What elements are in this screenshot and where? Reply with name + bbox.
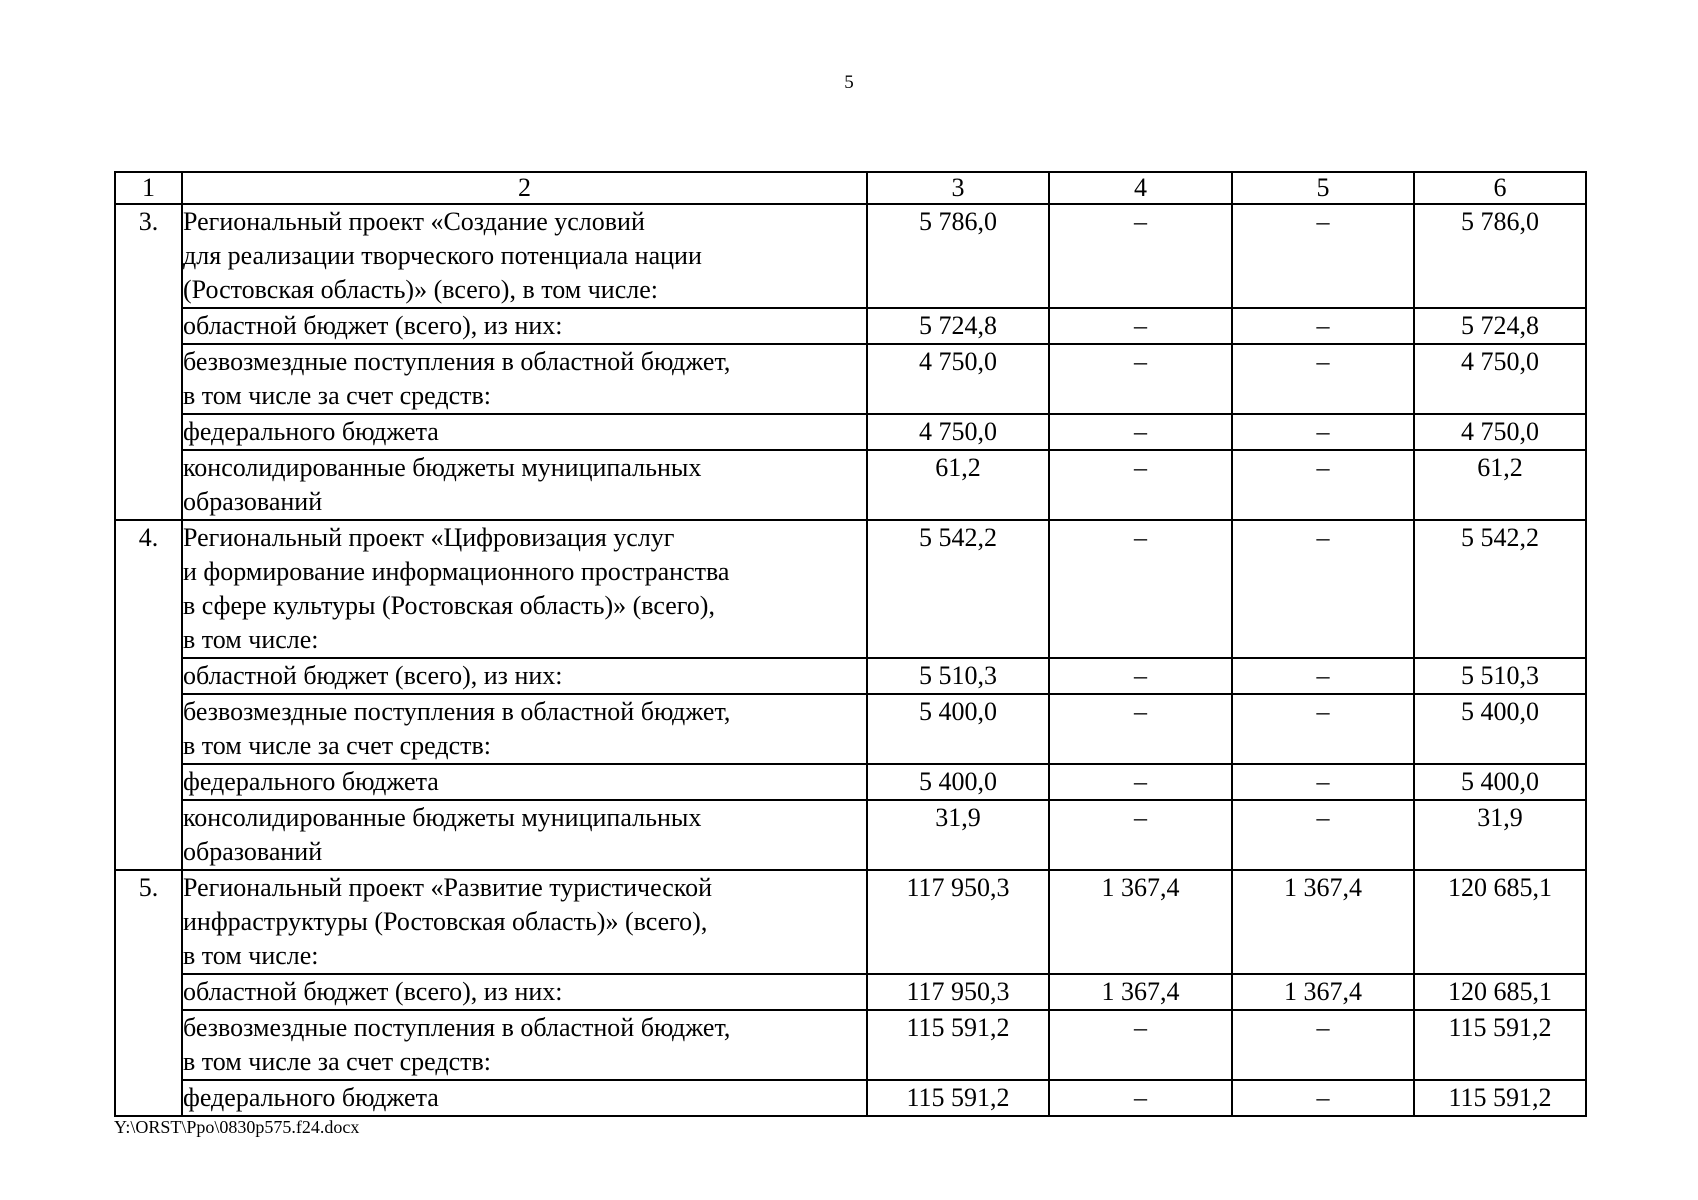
file-path: Y:\ORST\Ppo\0830p575.f24.docx <box>114 1117 360 1137</box>
table-row <box>115 870 1586 974</box>
row-description-line: Региональный проект «Развитие туристической <box>183 873 713 902</box>
row-description <box>182 1010 867 1080</box>
value-col-5: – <box>1232 344 1414 414</box>
row-description-line: (Ростовская область)» (всего), в том числе: <box>183 275 658 304</box>
row-description-line: инфраструктуры (Ростовская область)» (всего), <box>183 907 708 936</box>
row-description-line: областной бюджет (всего), из них: <box>183 311 563 340</box>
value-col-5: – <box>1232 800 1414 870</box>
row-description-line: федерального бюджета <box>183 1083 439 1112</box>
table-row <box>115 204 1586 308</box>
value-col-4: – <box>1049 450 1232 520</box>
value-col-3: 5 542,2 <box>867 520 1049 658</box>
row-description <box>182 974 867 1010</box>
row-description <box>182 308 867 344</box>
value-col-4: – <box>1049 694 1232 764</box>
row-description <box>182 204 867 308</box>
value-col-4: – <box>1049 800 1232 870</box>
row-description-line: в том числе: <box>183 941 319 970</box>
row-description <box>182 800 867 870</box>
value-col-3: 61,2 <box>867 450 1049 520</box>
value-col-6: 5 510,3 <box>1414 658 1586 694</box>
value-col-3: 4 750,0 <box>867 344 1049 414</box>
row-description-line: областной бюджет (всего), из них: <box>183 977 563 1006</box>
value-col-5: – <box>1232 694 1414 764</box>
value-col-5: – <box>1232 204 1414 308</box>
value-col-4: – <box>1049 308 1232 344</box>
value-col-6: 115 591,2 <box>1414 1010 1586 1080</box>
value-col-3: 31,9 <box>867 800 1049 870</box>
row-description <box>182 764 867 800</box>
table-row <box>115 520 1586 658</box>
row-description-line: безвозмездные поступления в областной бюджет, <box>183 1013 731 1042</box>
row-description <box>182 870 867 974</box>
table-header-row <box>115 172 1586 204</box>
row-description-line: образований <box>183 837 323 866</box>
row-description-line: и формирование информационного пространства <box>183 557 730 586</box>
table-row <box>115 1080 1586 1116</box>
row-description-line: в том числе: <box>183 625 319 654</box>
value-col-3: 5 510,3 <box>867 658 1049 694</box>
row-description-line: областной бюджет (всего), из них: <box>183 661 563 690</box>
value-col-6: 5 786,0 <box>1414 204 1586 308</box>
row-description-line: федерального бюджета <box>183 767 439 796</box>
table-row <box>115 658 1586 694</box>
value-col-4: – <box>1049 658 1232 694</box>
value-col-6: 115 591,2 <box>1414 1080 1586 1116</box>
value-col-4: – <box>1049 344 1232 414</box>
value-col-6: 120 685,1 <box>1414 870 1586 974</box>
row-description-line: Региональный проект «Цифровизация услуг <box>183 523 675 552</box>
table-row <box>115 974 1586 1010</box>
value-col-3: 5 724,8 <box>867 308 1049 344</box>
row-description-line: безвозмездные поступления в областной бюджет, <box>183 697 731 726</box>
value-col-4: – <box>1049 204 1232 308</box>
value-col-4: – <box>1049 1080 1232 1116</box>
page-number: 5 <box>844 72 854 93</box>
item-number: 3. <box>115 204 182 520</box>
value-col-6: 4 750,0 <box>1414 414 1586 450</box>
value-col-6: 5 400,0 <box>1414 694 1586 764</box>
table-row <box>115 344 1586 414</box>
value-col-6: 5 542,2 <box>1414 520 1586 658</box>
value-col-4: – <box>1049 520 1232 658</box>
value-col-6: 4 750,0 <box>1414 344 1586 414</box>
value-col-5: 1 367,4 <box>1232 974 1414 1010</box>
value-col-3: 115 591,2 <box>867 1080 1049 1116</box>
value-col-5: – <box>1232 764 1414 800</box>
value-col-5: 1 367,4 <box>1232 870 1414 974</box>
value-col-6: 31,9 <box>1414 800 1586 870</box>
row-description-line: консолидированные бюджеты муниципальных <box>183 803 702 832</box>
row-description-line: образований <box>183 487 323 516</box>
row-description-line: безвозмездные поступления в областной бюджет, <box>183 347 731 376</box>
value-col-4: – <box>1049 414 1232 450</box>
value-col-3: 115 591,2 <box>867 1010 1049 1080</box>
value-col-3: 117 950,3 <box>867 870 1049 974</box>
item-number: 5. <box>115 870 182 1116</box>
row-description-line: федерального бюджета <box>183 417 439 446</box>
value-col-6: 120 685,1 <box>1414 974 1586 1010</box>
column-number-6: 6 <box>1414 172 1586 204</box>
item-number: 4. <box>115 520 182 870</box>
row-description <box>182 344 867 414</box>
row-description-line: для реализации творческого потенциала нации <box>183 241 702 270</box>
row-description <box>182 520 867 658</box>
value-col-3: 4 750,0 <box>867 414 1049 450</box>
table-row <box>115 694 1586 764</box>
table-row <box>115 308 1586 344</box>
row-description <box>182 450 867 520</box>
value-col-5: – <box>1232 1010 1414 1080</box>
value-col-5: – <box>1232 1080 1414 1116</box>
column-number-1: 1 <box>115 172 182 204</box>
value-col-4: – <box>1049 1010 1232 1080</box>
value-col-6: 61,2 <box>1414 450 1586 520</box>
row-description <box>182 694 867 764</box>
budget-table <box>114 171 1587 1117</box>
table-row <box>115 414 1586 450</box>
table-row <box>115 450 1586 520</box>
row-description-line: в том числе за счет средств: <box>183 731 491 760</box>
value-col-5: – <box>1232 450 1414 520</box>
row-description-line: в сфере культуры (Ростовская область)» (всего), <box>183 591 715 620</box>
value-col-5: – <box>1232 658 1414 694</box>
row-description-line: в том числе за счет средств: <box>183 381 491 410</box>
row-description <box>182 414 867 450</box>
column-number-3: 3 <box>867 172 1049 204</box>
column-number-4: 4 <box>1049 172 1232 204</box>
row-description-line: консолидированные бюджеты муниципальных <box>183 453 702 482</box>
value-col-3: 5 786,0 <box>867 204 1049 308</box>
value-col-3: 5 400,0 <box>867 694 1049 764</box>
row-description <box>182 658 867 694</box>
table-row <box>115 764 1586 800</box>
table-row <box>115 1010 1586 1080</box>
table-row <box>115 800 1586 870</box>
value-col-4: 1 367,4 <box>1049 974 1232 1010</box>
row-description-line: в том числе за счет средств: <box>183 1047 491 1076</box>
value-col-6: 5 724,8 <box>1414 308 1586 344</box>
value-col-4: 1 367,4 <box>1049 870 1232 974</box>
column-number-5: 5 <box>1232 172 1414 204</box>
value-col-5: – <box>1232 520 1414 658</box>
value-col-6: 5 400,0 <box>1414 764 1586 800</box>
value-col-3: 5 400,0 <box>867 764 1049 800</box>
column-number-2: 2 <box>182 172 867 204</box>
value-col-4: – <box>1049 764 1232 800</box>
row-description <box>182 1080 867 1116</box>
value-col-5: – <box>1232 414 1414 450</box>
value-col-5: – <box>1232 308 1414 344</box>
value-col-3: 117 950,3 <box>867 974 1049 1010</box>
budget-table-body <box>115 172 1586 1116</box>
row-description-line: Региональный проект «Создание условий <box>183 207 645 236</box>
